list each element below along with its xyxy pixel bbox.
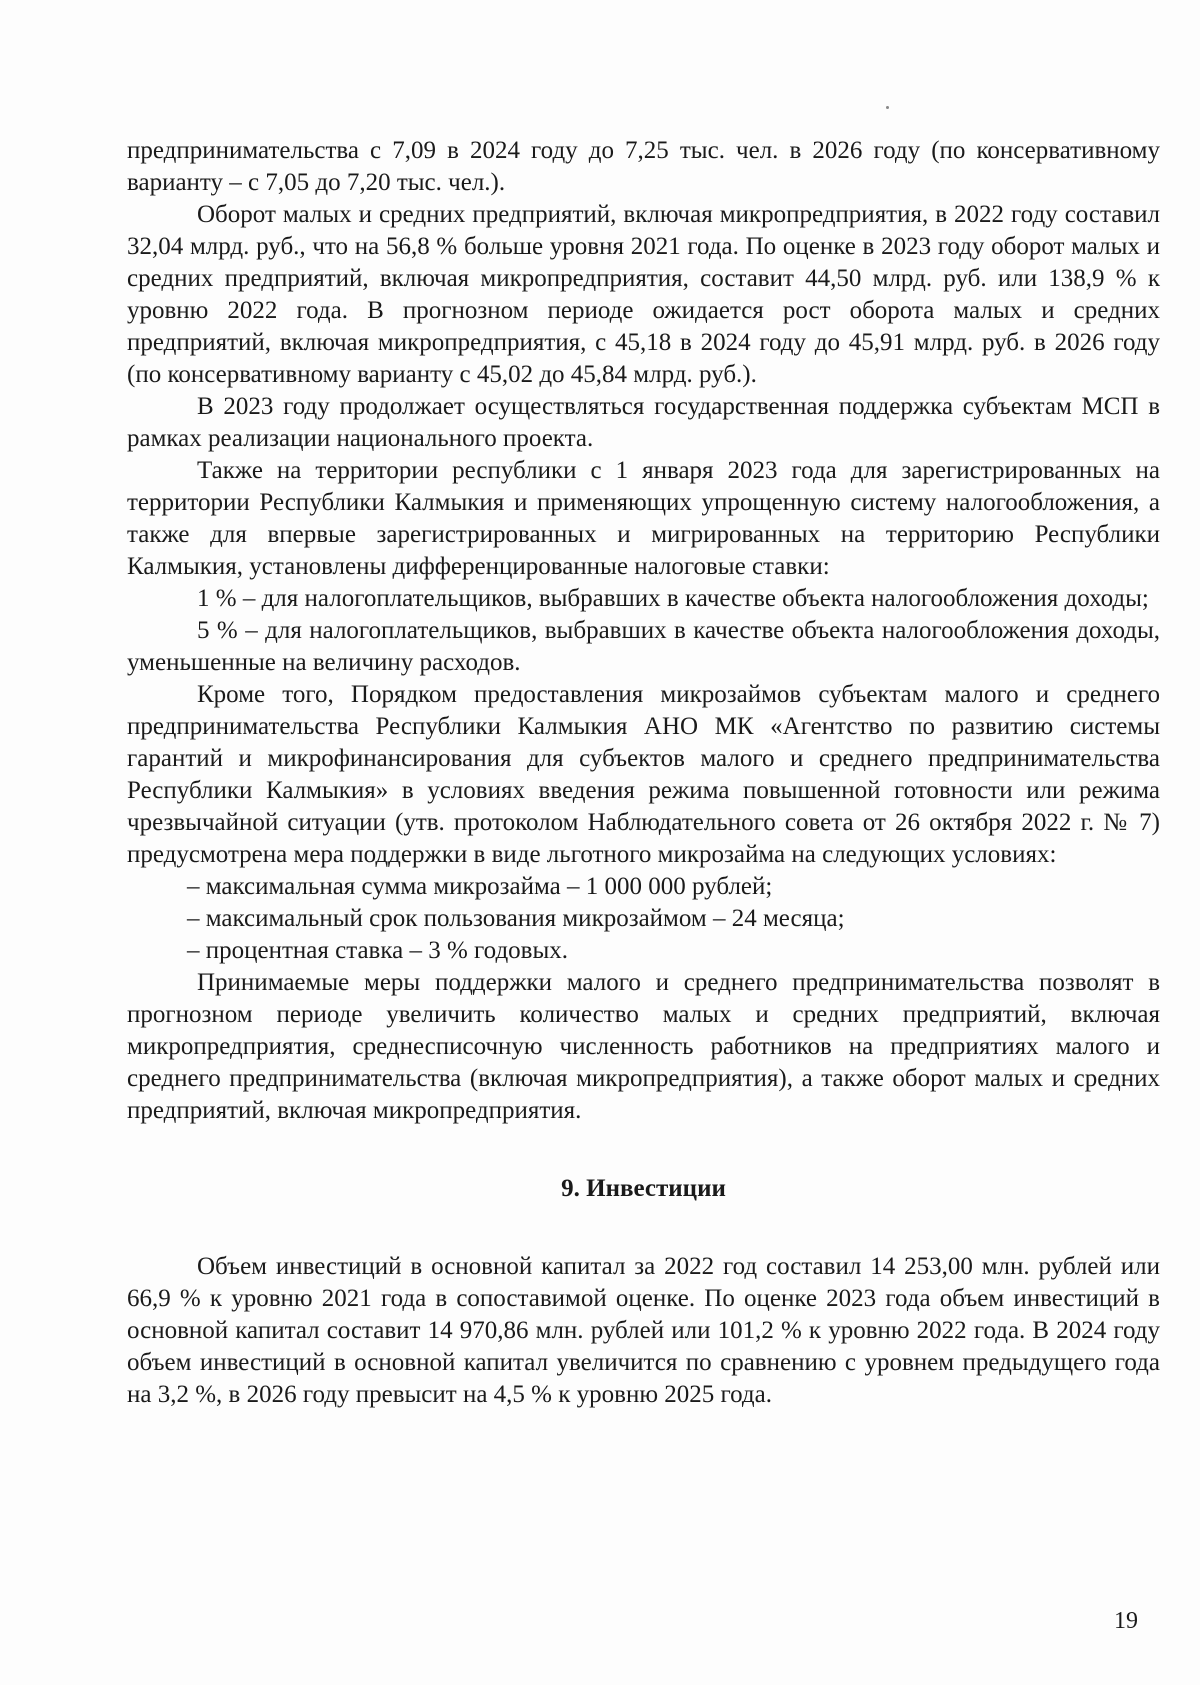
paragraph-support-measures: Принимаемые меры поддержки малого и среднего предпринимательства позволят в прогнозном периоде увеличить количество малых и средних предприятий, включая микропредприятия, среднесписочную численность работников на предприятиях малого и среднего предпринимательства (включая микропредприятия), а также оборот малых и средних предприятий, включая микропредприятия. (127, 969, 1160, 1124)
list-item-interest-rate: – процентная ставка – 3 % годовых. (187, 937, 569, 964)
page-number: 19 (1114, 1608, 1138, 1634)
section-heading: 9. Инвестиции (561, 1175, 726, 1202)
page-body (127, 135, 1160, 1411)
list-item-rate-5: 5 % – для налогоплательщиков, выбравших в качестве объекта налогообложения доходы, уменьшенные на величину расходов. (127, 617, 1160, 676)
paragraph-tax-rates: Также на территории республики с 1 января 2023 года для зарегистрированных на территории Республики Калмыкия и применяющих упрощенную систему налогообложения, а также для впервые зарегистрированных и мигрированных на территорию Республики Калмыкия, установлены дифференцированные налоговые ставки: (127, 457, 1160, 580)
paragraph-microloans: Кроме того, Порядком предоставления микрозаймов субъектам малого и среднего предпринимательства Республики Калмыкия АНО МК «Агентство по развитию системы гарантий и микрофинансирования для субъектов малого и среднего предпринимательства Республики Калмыкия» в условиях введения режима повышенной готовности или режима чрезвычайной ситуации (утв. протоколом Наблюдательного совета от 26 октября 2022 г. № 7) предусмотрена мера поддержки в виде льготного микрозайма на следующих условиях: (127, 681, 1160, 868)
paragraph-state-support: В 2023 году продолжает осуществляться государственная поддержка субъектам МСП в рамках реализации национального проекта. (127, 393, 1160, 452)
list-item-rate-1: 1 % – для налогоплательщиков, выбравших в качестве объекта налогообложения доходы; (197, 585, 1149, 612)
list-item-max-term: – максимальный срок пользования микрозаймом – 24 месяца; (187, 905, 845, 932)
paragraph-investments: Объем инвестиций в основной капитал за 2022 год составил 14 253,00 млн. рублей или 66,9 % к уровню 2021 года в сопоставимой оценке. По оценке 2023 года объем инвестиций в основной капитал составит 14 970,86 млн. рублей или 101,2 % к уровню 2022 года. В 2024 году объем инвестиций в основной капитал увеличится по сравнению с уровнем предыдущего года на 3,2 %, в 2026 году превысит на 4,5 % к уровню 2025 года. (127, 1253, 1160, 1408)
paragraph-continuation: предпринимательства с 7,09 в 2024 году до 7,25 тыс. чел. в 2026 году (по консервативному варианту – с 7,05 до 7,20 тыс. чел.). (127, 137, 1160, 196)
scan-speck (886, 106, 889, 109)
list-item-max-amount: – максимальная сумма микрозайма – 1 000 000 рублей; (187, 873, 773, 900)
paragraph-turnover: Оборот малых и средних предприятий, включая микропредприятия, в 2022 году составил 32,04 млрд. руб., что на 56,8 % больше уровня 2021 года. По оценке в 2023 году оборот малых и средних предприятий, включая микропредприятия, составит 44,50 млрд. руб. или 138,9 % к уровню 2022 года. В прогнозном периоде ожидается рост оборота малых и средних предприятий, включая микропредприятия, с 45,18 в 2024 году до 45,91 млрд. руб. в 2026 году (по консервативному варианту с 45,02 до 45,84 млрд. руб.). (127, 201, 1160, 388)
